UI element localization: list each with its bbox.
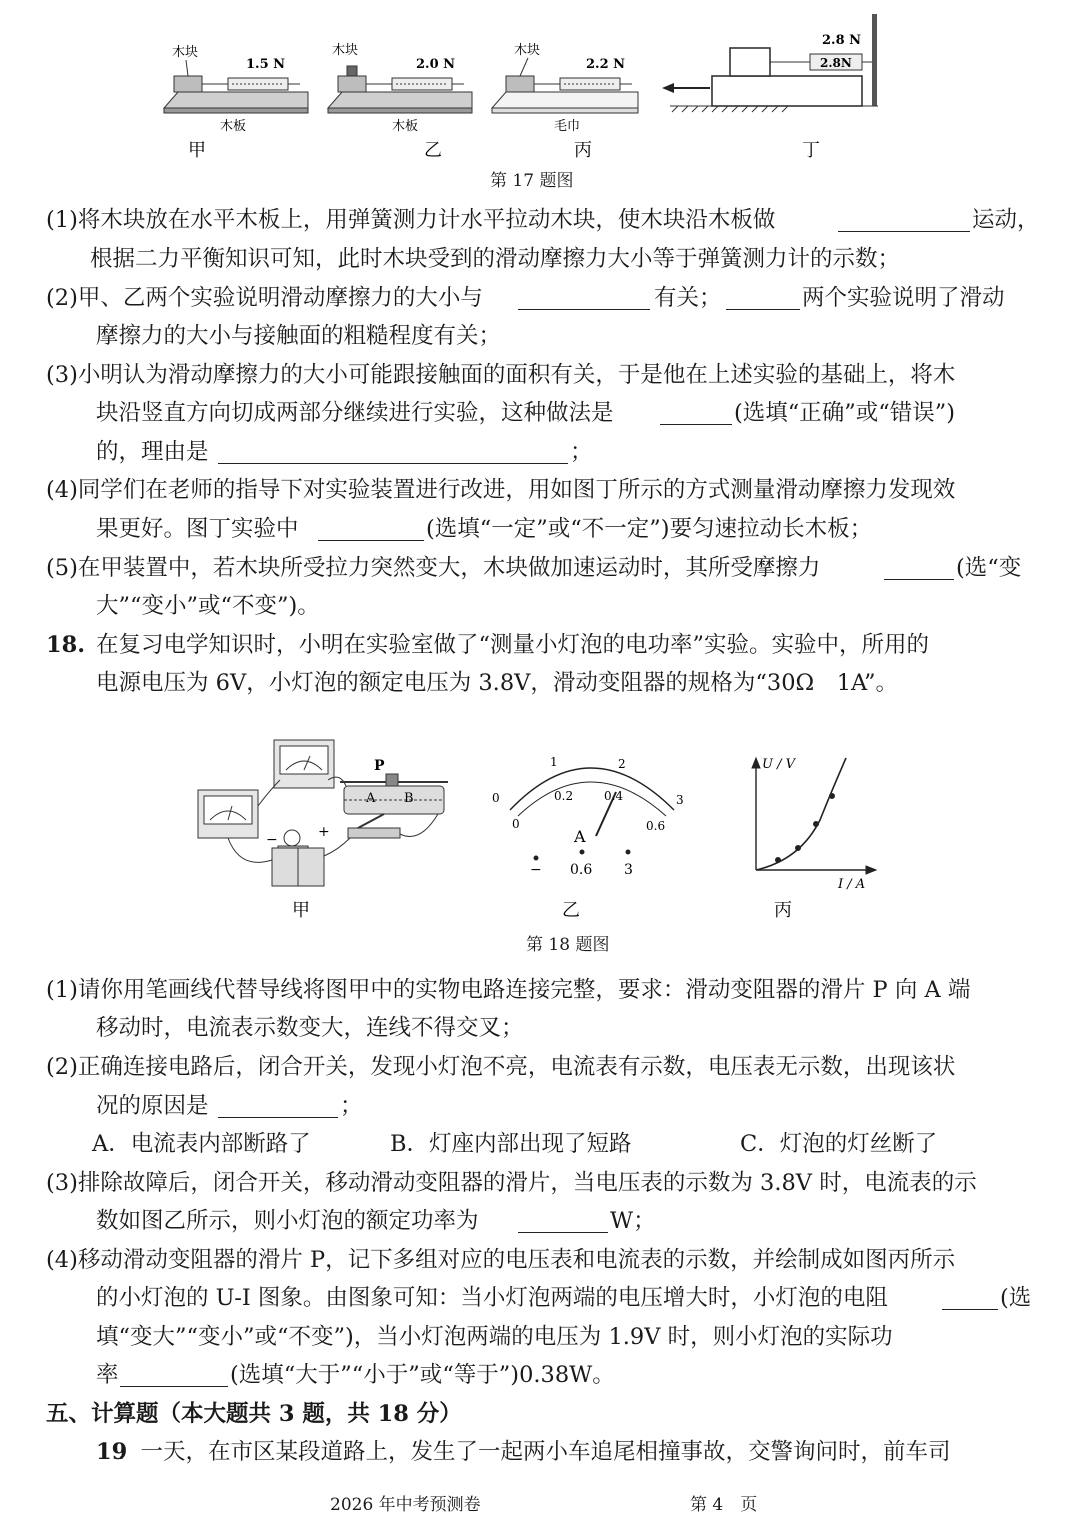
q18-p2-a: (2)正确连接电路后，闭合开关，发现小灯泡不亮，电流表有示数，电压表无示数，出现该状 xyxy=(46,1054,956,1080)
q17-p3-d: 的，理由是 xyxy=(96,439,209,465)
fig18-dial-top-2: 2 xyxy=(618,757,626,771)
fig17-panel-jia xyxy=(164,44,308,134)
fig18-panel-label-0: 甲 xyxy=(292,900,310,921)
q17-p2-a: (2)甲、乙两个实验说明滑动摩擦力的大小与 xyxy=(46,285,483,311)
figure-17 xyxy=(150,8,890,168)
q19-number: 19 xyxy=(96,1439,128,1465)
fig17-panel-label-0: 甲 xyxy=(188,140,206,161)
q17-p1-c: 根据二力平衡知识可知，此时木块受到的滑动摩擦力大小等于弹簧测力计的示数； xyxy=(90,246,901,272)
q17-blank-1[interactable] xyxy=(838,209,970,232)
q17-blank-6[interactable] xyxy=(318,518,424,541)
q18-p4-f: (选填“大于”“小于”或“等于”)0.38W。 xyxy=(230,1362,615,1388)
q18-p4-b: 的小灯泡的 U-I 图象。由图象可知：当小灯泡两端的电压增大时，小灯泡的电阻 xyxy=(96,1285,888,1311)
fig17-label-block-jia: 木块 xyxy=(172,45,199,60)
fig18-dial-bottom-3: 0.6 xyxy=(646,819,666,833)
q17-blank-4[interactable] xyxy=(660,402,732,425)
q18-option-b: B．灯座内部出现了短路 xyxy=(390,1131,632,1157)
fig17-caption: 第 17 题图 xyxy=(490,171,574,191)
q17-p3-a: (3)小明认为滑动摩擦力的大小可能跟接触面的面积有关，于是他在上述实验的基础上，将木 xyxy=(46,362,956,388)
q18-option-a: A．电流表内部断路了 xyxy=(92,1131,311,1157)
fig18-dial-unit: A xyxy=(574,827,586,846)
footer-right: 第 4 页 xyxy=(690,1495,758,1515)
q17-blank-7[interactable] xyxy=(884,557,954,580)
fig18-panel-label-1: 乙 xyxy=(562,900,580,921)
footer-left: 2026 年中考预测卷 xyxy=(330,1495,481,1515)
q17-p4-a: (4)同学们在老师的指导下对实验装置进行改进，用如图丁所示的方式测量滑动摩擦力发现效 xyxy=(46,477,956,503)
q17-p1-b: 运动， xyxy=(972,207,1040,233)
fig18-dial-bottom-0: 0 xyxy=(512,817,520,831)
fig18-dial-top-0: 0 xyxy=(492,791,500,805)
q17-p3-b: 块沿竖直方向切成两部分继续进行实验，这种做法是 xyxy=(96,400,614,426)
fig18-dial-top-3: 3 xyxy=(676,793,684,807)
fig18-graph-y-label: U / V xyxy=(762,757,795,772)
q17-blank-5[interactable] xyxy=(218,441,568,464)
fig18-dial-top-1: 1 xyxy=(550,755,558,769)
fig18-ui-graph xyxy=(752,758,876,874)
fig17-reading-bing: 2.2 N xyxy=(586,57,626,72)
q18-p4-a: (4)移动滑动变阻器的滑片 P，记下多组对应的电压表和电流表的示数，并绘制成如图丙所示 xyxy=(46,1247,956,1273)
q18-option-c: C．灯泡的灯丝断了 xyxy=(740,1131,938,1157)
fig18-dial-bottom-2: 0.4 xyxy=(604,789,624,803)
q18-p4-e: 率 xyxy=(96,1362,119,1388)
fig17-reading-jia: 1.5 N xyxy=(246,57,286,72)
q17-p4-b: 果更好。图丁实验中 xyxy=(96,516,299,542)
fig17-label-board-jia: 木板 xyxy=(220,119,247,134)
fig18-battery-minus: − xyxy=(266,832,278,848)
fig17-panel-label-3: 丁 xyxy=(802,140,820,161)
q17-p2-c: 两个实验说明了滑动 xyxy=(802,285,1005,311)
q17-p3-c: (选填“正确”或“错误”) xyxy=(734,400,956,426)
fig18-caption: 第 18 题图 xyxy=(526,935,610,955)
q17-blank-3[interactable] xyxy=(726,287,800,310)
fig18-terminal-0: − xyxy=(530,862,542,878)
q18-blank-3[interactable] xyxy=(942,1287,998,1310)
fig17-reading-ding-meter: 2.8N xyxy=(820,56,852,70)
figure-18 xyxy=(180,710,900,930)
q17-p2-b: 有关； xyxy=(654,285,722,311)
q18-p4-c: (选 xyxy=(1000,1285,1032,1311)
q17-p2-d: 摩擦力的大小与接触面的粗糙程度有关； xyxy=(96,323,502,349)
fig17-reading-ding-top: 2.8 N xyxy=(822,33,862,48)
fig18-dial-bottom-1: 0.2 xyxy=(554,789,574,803)
q18-blank-2[interactable] xyxy=(518,1210,608,1233)
q17-p5-c: 大”“变小”或“不变”)。 xyxy=(96,593,320,619)
q17-p5-a: (5)在甲装置中，若木块所受拉力突然变大，木块做加速运动时，其所受摩擦力 xyxy=(46,555,821,581)
q19-text: ．一天，在市区某段道路上，发生了一起两小车追尾相撞事故，交警询问时，前车司 xyxy=(118,1439,951,1465)
fig17-reading-yi: 2.0 N xyxy=(416,57,456,72)
fig18-battery-plus: + xyxy=(318,824,330,840)
q18-p3-a: (3)排除故障后，闭合开关，移动滑动变阻器的滑片，当电压表的示数为 3.8V 时，电流表的示 xyxy=(46,1170,977,1196)
fig17-label-block-yi: 木块 xyxy=(332,43,359,58)
q17-p4-c: (选填“一定”或“不一定”)要匀速拉动长木板； xyxy=(426,516,873,542)
q17-p3-e: ； xyxy=(570,439,593,465)
q18-p1-b: 移动时，电流表示数变大，连线不得交叉； xyxy=(96,1015,524,1041)
q17-p1-a: (1)将木块放在水平木板上，用弹簧测力计水平拉动木块，使木块沿木板做 xyxy=(46,207,776,233)
q18-p2-c: ； xyxy=(340,1093,363,1119)
fig17-panel-ding xyxy=(662,14,878,112)
q17-p5-b: (选“变 xyxy=(956,555,1022,581)
q18-p4-d: 填“变大”“变小”或“不变”)，当小灯泡两端的电压为 1.9V 时，则小灯泡的实际功 xyxy=(96,1324,893,1350)
q17-blank-2[interactable] xyxy=(518,287,650,310)
fig17-panel-label-1: 乙 xyxy=(424,140,442,161)
fig18-rheostat-p: P xyxy=(374,758,385,774)
fig17-label-towel: 毛巾 xyxy=(554,119,581,134)
fig18-terminal-2: 3 xyxy=(624,862,633,878)
fig18-terminal-1: 0.6 xyxy=(570,862,593,878)
fig17-panel-label-2: 丙 xyxy=(574,140,592,161)
fig18-circuit xyxy=(198,740,448,886)
fig18-panel-label-2: 丙 xyxy=(774,900,792,921)
fig17-panel-bing xyxy=(492,42,638,134)
fig18-rheostat-a: A xyxy=(366,791,376,806)
fig17-panel-yi xyxy=(328,42,472,134)
q18-p3-b: 数如图乙所示，则小灯泡的额定功率为 xyxy=(96,1208,479,1234)
q18-number: 18. xyxy=(46,632,86,658)
fig18-ammeter-dial xyxy=(510,768,674,860)
fig18-rheostat-b: B xyxy=(404,791,414,806)
fig18-graph-x-label: I / A xyxy=(838,877,866,892)
fig17-label-board-yi: 木板 xyxy=(392,119,419,134)
q18-p1-a: (1)请你用笔画线代替导线将图甲中的实物电路连接完整，要求：滑动变阻器的滑片 P 向 A 端 xyxy=(46,977,971,1003)
q18-blank-4[interactable] xyxy=(120,1364,228,1387)
section-5-title: 五、计算题（本大题共 3 题，共 18 分） xyxy=(46,1401,462,1427)
q18-intro-b: 电源电压为 6V，小灯泡的额定电压为 3.8V，滑动变阻器的规格为“30Ω 1A”。 xyxy=(96,670,898,696)
fig17-label-block-bing: 木块 xyxy=(514,43,541,58)
q18-intro-a: 在复习电学知识时，小明在实验室做了“测量小灯泡的电功率”实验。实验中，所用的 xyxy=(96,632,930,658)
q18-p2-b: 况的原因是 xyxy=(96,1093,209,1119)
q18-p3-c: W； xyxy=(610,1208,656,1234)
q18-blank-1[interactable] xyxy=(218,1095,338,1118)
